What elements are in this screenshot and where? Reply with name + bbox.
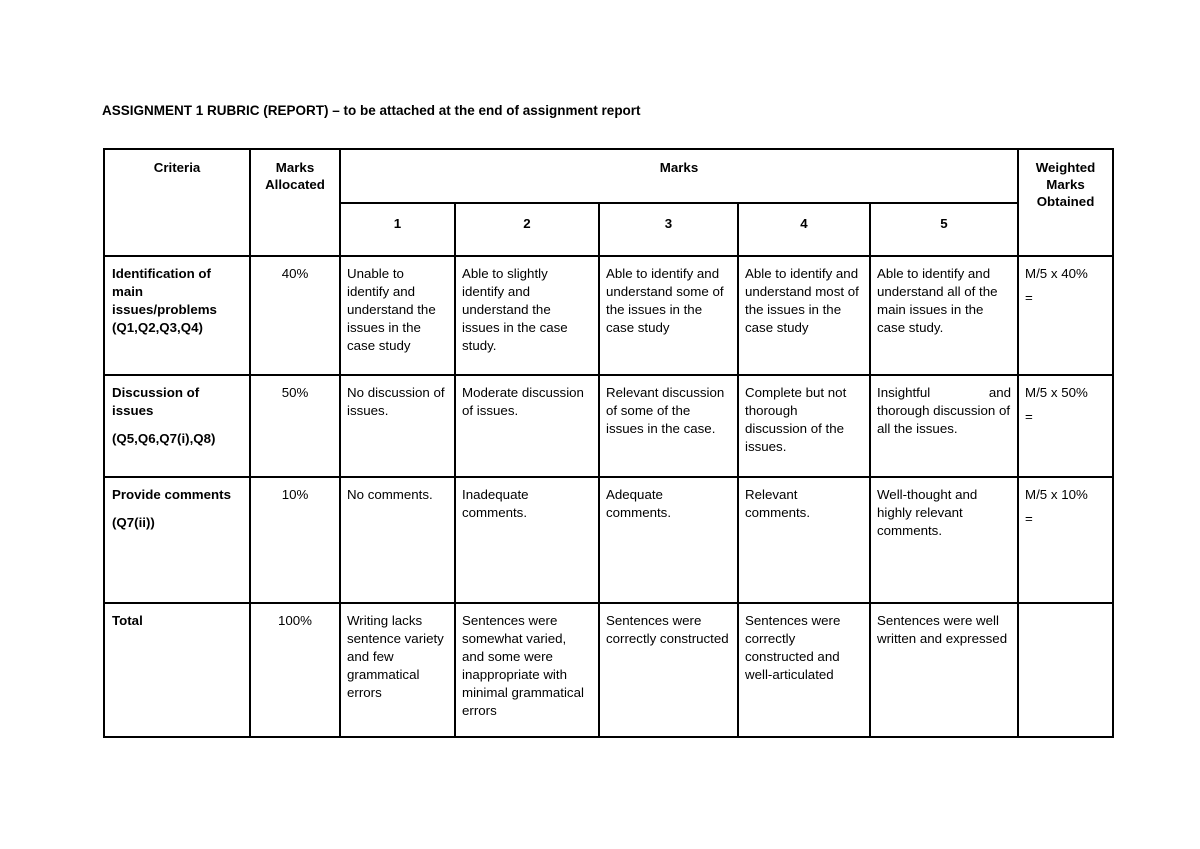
- allocated-cell: 10%: [250, 477, 340, 603]
- criteria-cell: Total: [104, 603, 250, 737]
- level-2-cell: Sentences were somewhat varied, and some were inappropriate with minimal grammatical errors: [455, 603, 599, 737]
- level-5-cell: [870, 375, 1018, 477]
- header-row: [104, 149, 1113, 203]
- level-3-cell: Relevant discussion of some of the issues in the case.: [599, 375, 738, 477]
- criteria-name: Provide comments: [112, 487, 231, 502]
- marks-header: Marks: [340, 149, 1018, 203]
- weighted-cell: [1018, 603, 1113, 737]
- weighted-equals: =: [1025, 290, 1033, 305]
- criteria-cell: [104, 477, 250, 603]
- level-2-cell: Able to slightly identify and understand the issues in the case study.: [455, 256, 599, 375]
- criteria-header: Criteria: [104, 149, 250, 256]
- level-5-header: 5: [870, 203, 1018, 256]
- table-row: [104, 603, 1113, 737]
- table-row: [104, 375, 1113, 477]
- level-4-cell: Sentences were correctly constructed and well-articulated: [738, 603, 870, 737]
- weighted-marks-header: Weighted Marks Obtained: [1018, 149, 1113, 256]
- level-1-cell: No discussion of issues.: [340, 375, 455, 477]
- weighted-equals: =: [1025, 409, 1033, 424]
- document-title: ASSIGNMENT 1 RUBRIC (REPORT) – to be attached at the end of assignment report: [102, 103, 641, 118]
- criteria-questions: (Q5,Q6,Q7(i),Q8): [112, 431, 216, 446]
- level-4-header: 4: [738, 203, 870, 256]
- criteria-cell: [104, 375, 250, 477]
- level-4-cell: Complete but not thorough discussion of the issues.: [738, 375, 870, 477]
- level-1-cell: No comments.: [340, 477, 455, 603]
- level-5-word: Insightful: [877, 385, 931, 400]
- weighted-cell: [1018, 256, 1113, 375]
- level-3-cell: Able to identify and understand some of the issues in the case study: [599, 256, 738, 375]
- level-5-cell: Sentences were well written and expressed: [870, 603, 1018, 737]
- level-3-header: 3: [599, 203, 738, 256]
- level-1-header: 1: [340, 203, 455, 256]
- level-5-text: thorough discussion of all the issues.: [877, 403, 1011, 436]
- allocated-cell: 40%: [250, 256, 340, 375]
- weighted-cell: [1018, 477, 1113, 603]
- level-2-cell: Moderate discussion of issues.: [455, 375, 599, 477]
- weighted-formula: M/5 x 10%: [1025, 487, 1088, 502]
- weighted-formula: M/5 x 50%: [1025, 385, 1088, 400]
- weighted-formula: M/5 x 40%: [1025, 266, 1088, 281]
- level-1-cell: Unable to identify and understand the issues in the case study: [340, 256, 455, 375]
- weighted-equals: =: [1025, 511, 1033, 526]
- level-5-word: and: [988, 385, 1012, 400]
- level-4-cell: Relevant comments.: [738, 477, 870, 603]
- allocated-cell: 100%: [250, 603, 340, 737]
- level-2-header: 2: [455, 203, 599, 256]
- level-2-cell: Inadequate comments.: [455, 477, 599, 603]
- criteria-name: Discussion of issues: [112, 385, 200, 418]
- level-4-cell: Able to identify and understand most of the issues in the case study: [738, 256, 870, 375]
- level-1-cell: Writing lacks sentence variety and few grammatical errors: [340, 603, 455, 737]
- level-3-cell: Adequate comments.: [599, 477, 738, 603]
- table-row: [104, 256, 1113, 375]
- criteria-questions: (Q7(ii)): [112, 515, 155, 530]
- weighted-cell: [1018, 375, 1113, 477]
- level-3-cell: Sentences were correctly constructed: [599, 603, 738, 737]
- criteria-cell: Identification of main issues/problems (Q1,Q2,Q3,Q4): [104, 256, 250, 375]
- table-row: [104, 477, 1113, 603]
- marks-allocated-header: Marks Allocated: [250, 149, 340, 256]
- level-5-cell: Able to identify and understand all of the main issues in the case study.: [870, 256, 1018, 375]
- level-5-cell: Well-thought and highly relevant comments.: [870, 477, 1018, 603]
- rubric-table: [103, 148, 1114, 738]
- allocated-cell: 50%: [250, 375, 340, 477]
